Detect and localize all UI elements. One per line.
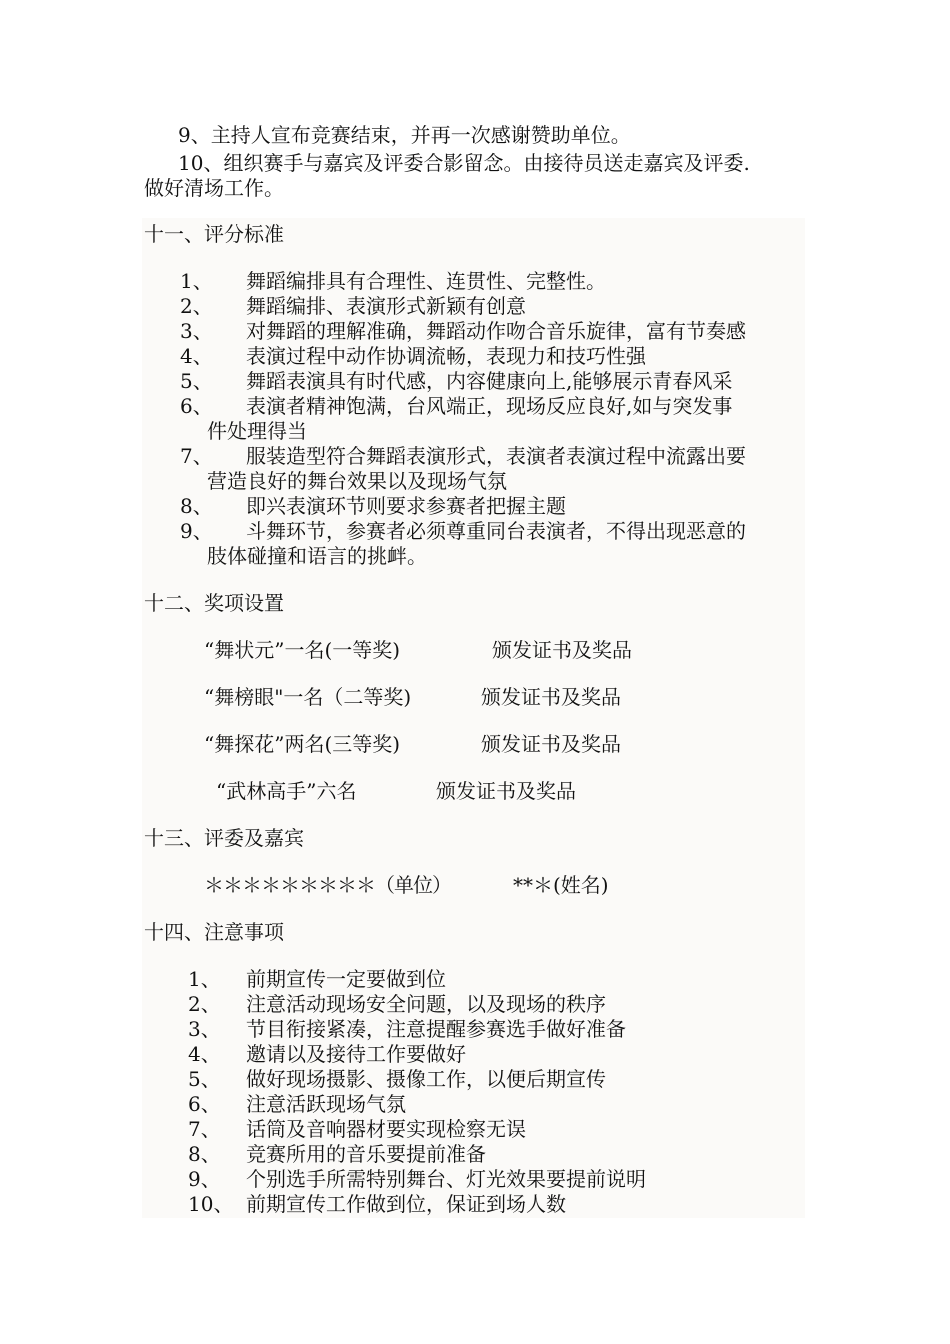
list-item-text: 舞蹈编排具有合理性、连贯性、完整性。 (246, 269, 606, 293)
award-prize: 颁发证书及奖品 (436, 779, 576, 803)
list-item-text: 邀请以及接待工作要做好 (246, 1042, 466, 1066)
list-item-text: 表演过程中动作协调流畅，表现力和技巧性强 (246, 344, 646, 368)
list-item-text: 注意活跃现场气氛 (246, 1092, 406, 1116)
list-item-number: 7、 (188, 1117, 221, 1141)
intro-item-9: 9、主持人宣布竞赛结束，并再一次感谢赞助单位。 (178, 123, 631, 147)
list-item-text: 即兴表演环节则要求参赛者把握主题 (246, 494, 566, 518)
list-item-number: 10、 (188, 1192, 234, 1216)
list-item-text: 注意活动现场安全问题，以及现场的秩序 (246, 992, 606, 1016)
intro-item-10-continued: 做好清场工作。 (144, 176, 284, 200)
award-prize: 颁发证书及奖品 (481, 685, 621, 709)
list-item-number: 8、 (180, 494, 213, 518)
list-item-number: 7、 (180, 444, 213, 468)
judge-unit: ＊＊＊＊＊＊＊＊＊（单位） (204, 873, 451, 897)
list-item-text-continued: 肢体碰撞和语言的挑衅。 (207, 544, 427, 568)
list-item-text: 斗舞环节，参赛者必须尊重同台表演者，不得出现恶意的 (246, 519, 746, 543)
intro-item-10: 10、组织赛手与嘉宾及评委合影留念。由接待员送走嘉宾及评委. (178, 151, 750, 175)
list-item-number: 2、 (188, 992, 221, 1016)
list-item-number: 6、 (188, 1092, 221, 1116)
list-item-number: 3、 (180, 319, 213, 343)
list-item-number: 5、 (180, 369, 213, 393)
list-item-text: 个别选手所需特别舞台、灯光效果要提前说明 (246, 1167, 646, 1191)
list-item-number: 4、 (188, 1042, 221, 1066)
award-name: “舞探花”两名(三等奖) (204, 732, 401, 756)
list-item-text: 前期宣传一定要做到位 (246, 967, 446, 991)
list-item-text: 话筒及音响器材要实现检察无误 (246, 1117, 526, 1141)
list-item-number: 1、 (180, 269, 213, 293)
judge-name: **＊(姓名) (513, 873, 609, 897)
list-item-text: 舞蹈表演具有时代感，内容健康向上,能够展示青春风采 (246, 369, 733, 393)
award-name: “武林高手”六名 (216, 779, 357, 803)
award-name: “舞榜眼"一名（二等奖) (204, 685, 412, 709)
list-item-number: 4、 (180, 344, 213, 368)
list-item-number: 8、 (188, 1142, 221, 1166)
list-item-number: 1、 (188, 967, 221, 991)
list-item-text: 节目衔接紧凑，注意提醒参赛选手做好准备 (246, 1017, 626, 1041)
section-heading-judges: 十三、评委及嘉宾 (144, 826, 304, 850)
award-name: “舞状元”一名(一等奖) (204, 638, 401, 662)
list-item-text: 竞赛所用的音乐要提前准备 (246, 1142, 486, 1166)
list-item-number: 2、 (180, 294, 213, 318)
list-item-text: 对舞蹈的理解准确，舞蹈动作吻合音乐旋律，富有节奏感 (246, 319, 746, 343)
list-item-text: 前期宣传工作做到位，保证到场人数 (246, 1192, 566, 1216)
list-item-text: 表演者精神饱满，台风端正，现场反应良好,如与突发事 (246, 394, 733, 418)
list-item-text: 服装造型符合舞蹈表演形式，表演者表演过程中流露出要 (246, 444, 746, 468)
list-item-text-continued: 营造良好的舞台效果以及现场气氛 (207, 469, 507, 493)
list-item-number: 3、 (188, 1017, 221, 1041)
list-item-number: 6、 (180, 394, 213, 418)
list-item-text-continued: 件处理得当 (207, 419, 307, 443)
list-item-text: 做好现场摄影、摄像工作，以便后期宣传 (246, 1067, 606, 1091)
award-prize: 颁发证书及奖品 (481, 732, 621, 756)
section-heading-notes: 十四、注意事项 (144, 920, 284, 944)
list-item-number: 9、 (188, 1167, 221, 1191)
list-item-text: 舞蹈编排、表演形式新颖有创意 (246, 294, 526, 318)
list-item-number: 9、 (180, 519, 213, 543)
section-heading-scoring: 十一、评分标准 (144, 222, 284, 246)
list-item-number: 5、 (188, 1067, 221, 1091)
award-prize: 颁发证书及奖品 (492, 638, 632, 662)
section-heading-awards: 十二、奖项设置 (144, 591, 284, 615)
